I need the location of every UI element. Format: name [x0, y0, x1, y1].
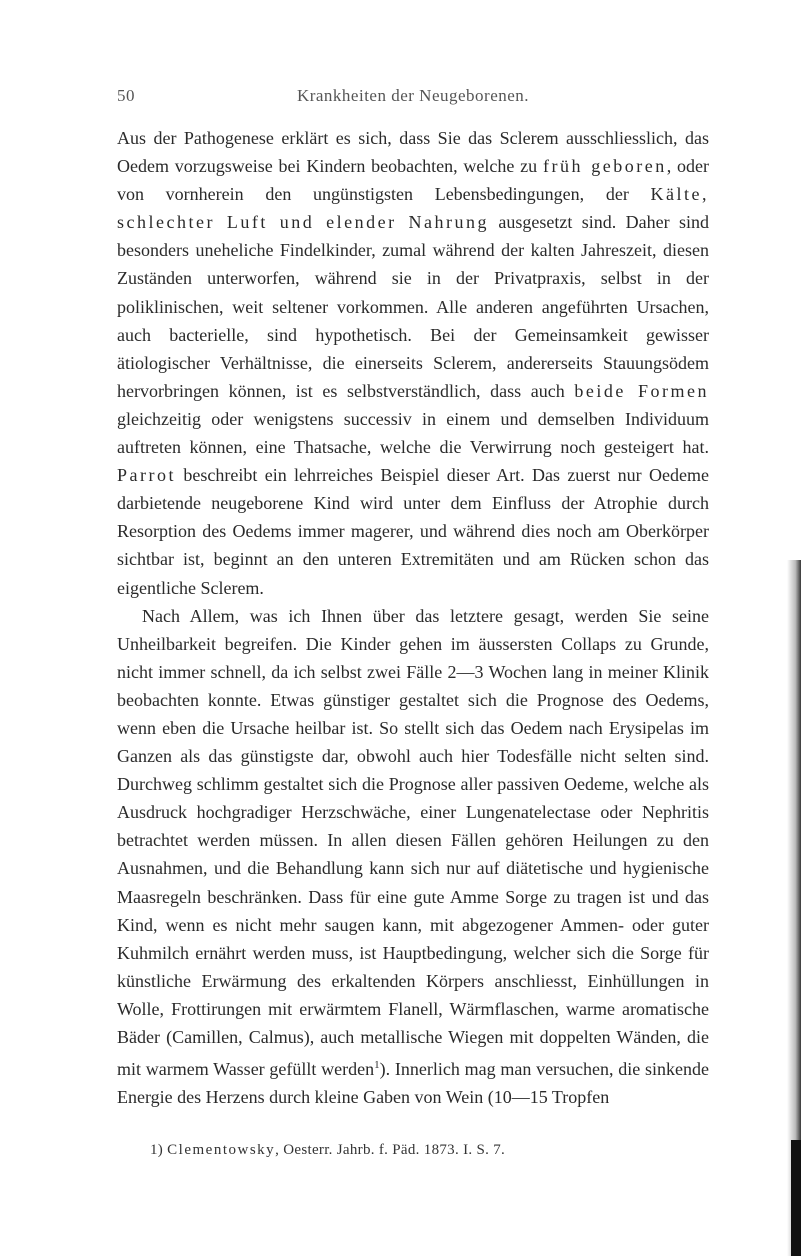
page-number: 50	[117, 86, 135, 105]
paragraph-1-tail: beschreibt ein lehrreiches Beispiel dieser Art. Das zuerst nur Oedeme darbietende neugeborene Kind wird unter dem Einfluss der Atrophie durch Resorption des Oedems immer magerer, und während dies noch am Oberkörper sichtbar ist, beginnt an den unteren Extremitäten und am Rücken schon das eigentliche Sclerem.	[117, 465, 709, 598]
footnote-author: Clementowsky	[167, 1142, 276, 1158]
paragraph-1-lead: Aus der Pathogenese erklärt es sich, dass Sie das Sclerem ausschliesslich, das Oedem vorzugsweise bei Kindern beobachten, welche zu	[117, 128, 709, 177]
page-edge-dark	[791, 1140, 801, 1256]
footnote-reference[interactable]: 1	[374, 1059, 380, 1072]
body-text	[117, 124, 709, 1111]
paragraph-2-text-1: Nach Allem, was ich Ihnen über das letztere gesagt, werden Sie seine Unheilbarkeit begreifen. Die Kinder gehen im äussersten Collaps zu Grunde, nicht immer schnell, da ich selbst zwei Fälle 2—3 Wochen lang in meiner Klinik beobachten konnte. Etwas günstiger gestaltet sich die Prognose des Oedems, wenn eben die Ursache heilbar ist. So stellt sich das Oedem nach Erysipelas im Ganzen als das günstigste dar, obwohl auch hier Todesfälle nicht selten sind. Durchweg schlimm gestaltet sich die Prognose aller passiven Oedeme, welche als Ausdruck hochgradiger Herzschwäche, einer Lungenatelectase oder Nephritis betrachtet werden müssen. In allen diesen Fällen gehören Heilungen zu den Ausnahmen, und die Behandlung kann sich nur auf diätetische und hygienische Maasregeln beschränken. Dass für eine gute Amme Sorge zu tragen ist und das Kind, wenn es nicht mehr saugen kann, mit abgezogener Ammen- oder guter Kuhmilch ernährt werden muss, ist Hauptbedingung, welcher sich die Sorge für künstliche Erwärmung des erkaltenden Körpers anschliesst, Einhüllungen in Wolle, Frottirungen mit erwärmtem Flanell, Wärmflaschen, warme aromatische Bäder (Camillen, Calmus), auch metallische Wiegen mit doppelten Wänden, die mit warmem Wasser gefüllt werden	[117, 605, 709, 1080]
running-head: Krankheiten der Neugeborenen.	[296, 86, 530, 105]
footnote-marker: 1)	[150, 1142, 164, 1158]
paragraph-1	[117, 124, 709, 602]
paragraph-2-text-2: ). Innerlich mag man versuchen, die sinkende Energie des Herzens durch kleine Gaben von Wein (10—15 Tropfen	[117, 1059, 710, 1108]
footnote-citation: , Oesterr. Jahrb. f. Päd. 1873. I. S. 7.	[275, 1142, 506, 1158]
paragraph-1-mid-1: , oder von vornherein den ungünstigsten Lebensbedingungen, der	[117, 156, 710, 205]
emphasis-beide-formen: beide Formen	[574, 380, 709, 401]
emphasis-kaelte: Kälte, schlechter Luft und elender Nahrung	[117, 184, 709, 233]
emphasis-frueh-geboren: früh geboren	[542, 156, 667, 177]
paragraph-1-mid-2: ausgesetzt sind. Daher sind besonders uneheliche Findelkinder, zumal während der kalten Jahreszeit, diesen Zuständen unterworfen, während sie in der Privatpraxis, selbst in der poliklinischen, weit seltener vorkommen. Alle anderen angeführten Ursachen, auch bacterielle, sind hypothetisch. Bei der Gemeinsamkeit gewisser ätiologischer Verhältnisse, die einerseits Sclerem, andererseits Stauungsödem hervorbringen können, ist es selbstverständlich, dass auch	[117, 212, 709, 401]
paragraph-2	[117, 602, 709, 1112]
footnote	[150, 1142, 710, 1159]
emphasis-parrot: Parrot	[117, 465, 176, 486]
paragraph-1-mid-3: gleichzeitig oder wenigstens successiv in einem und demselben Individuum auftreten können, eine Thatsache, welche die Verwirrung noch gesteigert hat.	[117, 408, 709, 458]
page-header	[117, 86, 709, 108]
